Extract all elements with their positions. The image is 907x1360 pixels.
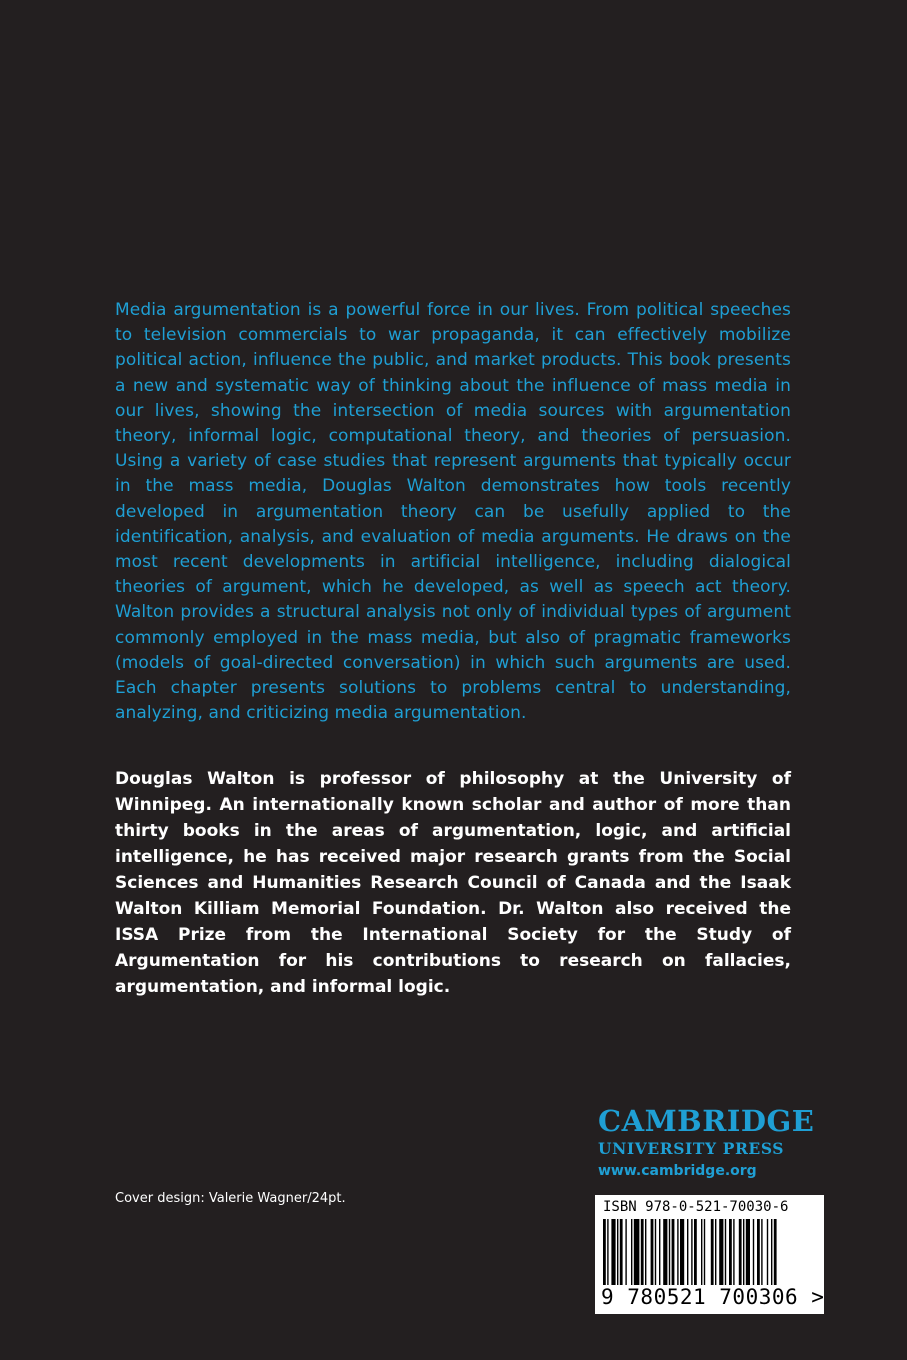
barcode	[595, 1195, 824, 1314]
author-bio: Douglas Walton is professor of philosophy at the University of Winnipeg. An internationally known scholar and author of more than thirty books in the areas of argumentation, logic, and artificial intelligence, he has received major research grants from the Social Sciences and Humanities Research Council of Canada and the Isaak Walton Killiam Memorial Foundation. Dr. Walton also received the ISSA Prize from the International Society for the Study of Argumentation for his contributions to research on fallacies, argumentation, and informal logic.	[115, 769, 791, 997]
publisher-name: CAMBRIDGE	[598, 1104, 815, 1138]
publisher-url: www.cambridge.org	[598, 1163, 757, 1179]
isbn-label: ISBN 978-0-521-70030-6	[603, 1199, 789, 1215]
cover-credit: Cover design: Valerie Wagner/24pt.	[115, 1191, 346, 1206]
publisher-subtitle: UNIVERSITY PRESS	[598, 1139, 785, 1158]
barcode-digits: 9 780521 700306 >	[601, 1285, 825, 1309]
publisher-logo	[598, 1104, 824, 1182]
book-description: Media argumentation is a powerful force in our lives. From political speeches to television commercials to war propaganda, it can effectively mobilize political action, influence the public, and market products. This book presents a new and systematic way of thinking about the influence of mass media in our lives, showing the intersection of media sources with argumentation theory, informal logic, computational theory, and theories of persuasion. Using a variety of case studies that represent arguments that typically occur in the mass media, Douglas Walton demonstrates how tools recently developed in argumentation theory can be usefully applied to the identification, analysis, and evaluation of media arguments. He draws on the most recent developments in artificial intelligence, including dialogical theories of argument, which he developed, as well as speech act theory. Walton provides a structural analysis not only of individual types of argument commonly employed in the mass media, but also of pragmatic frameworks (models of goal-directed conversation) in which such arguments are used. Each chapter presents solutions to problems central to understanding, analyzing, and criticizing media argumentation.	[115, 300, 791, 724]
